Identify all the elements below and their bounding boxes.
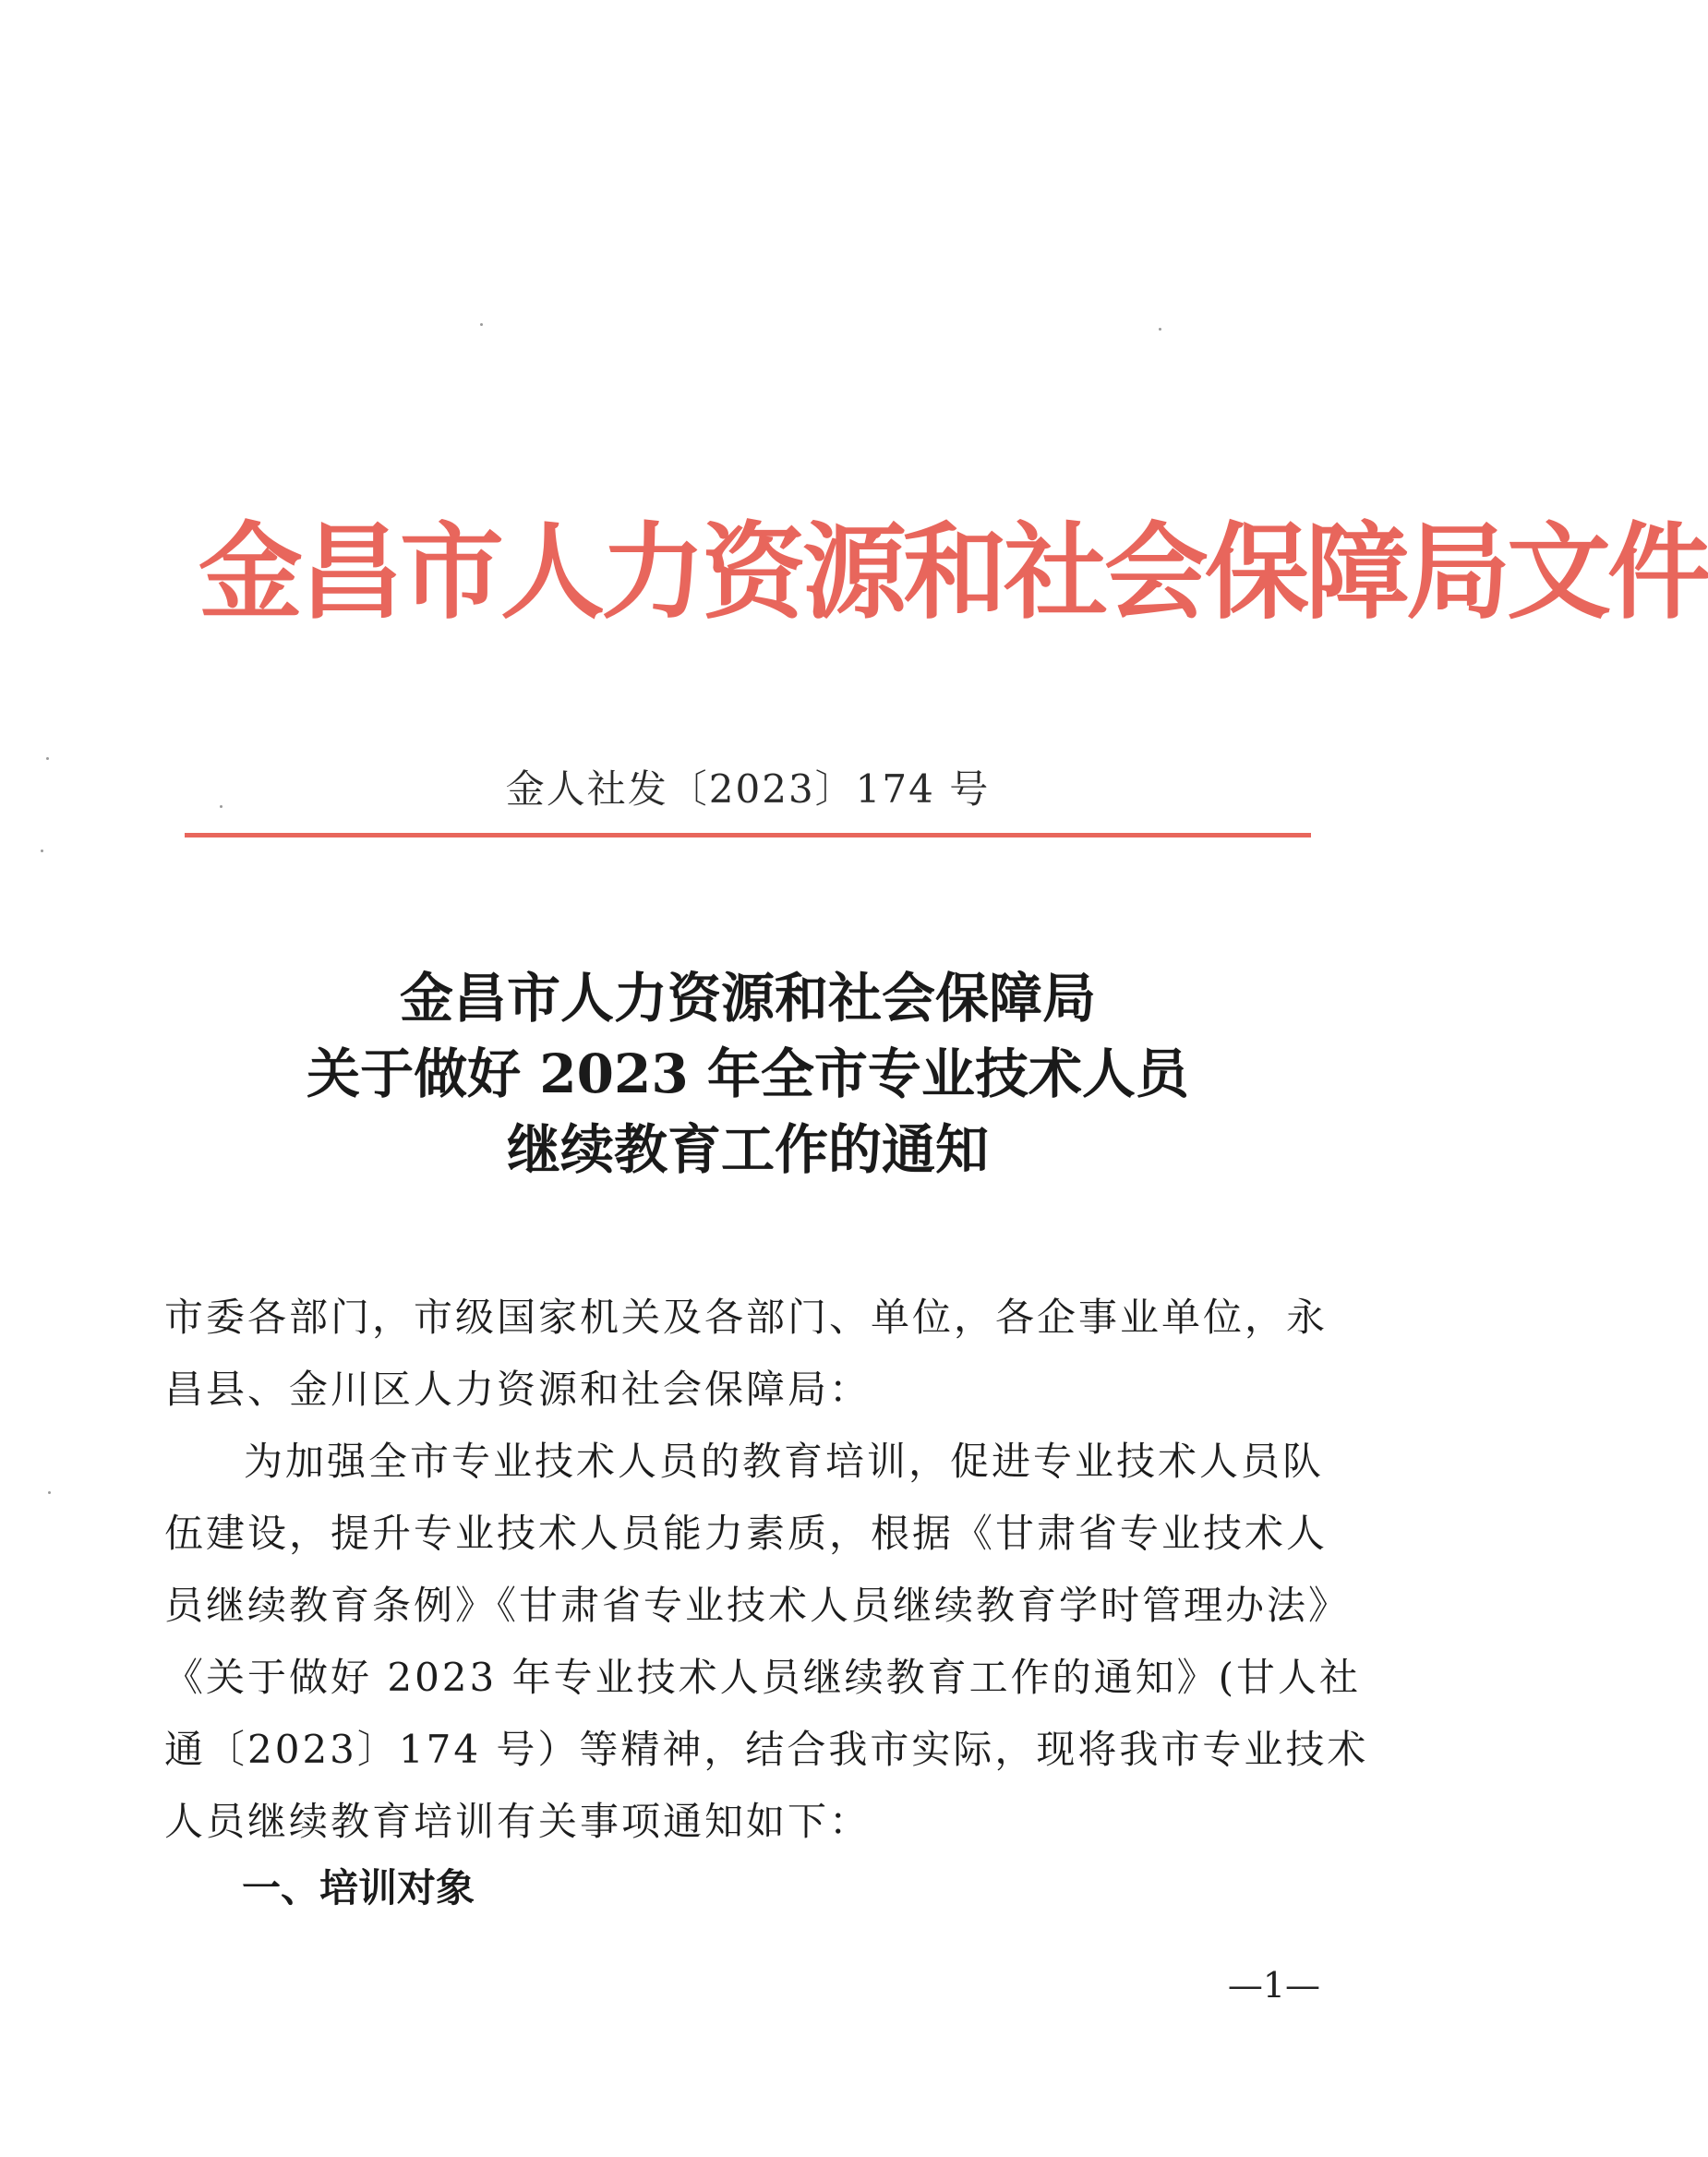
title-line: 关于做好 2023 年全市专业技术人员 <box>307 1042 1189 1105</box>
paragraph-line: 《关于做好 2023 年专业技术人员继续教育工作的通知》(甘人社 <box>164 1655 1361 1700</box>
paragraph-line: 为加强全市专业技术人员的教育培训，促进专业技术人员队 <box>244 1439 1325 1484</box>
scan-speck <box>41 850 43 852</box>
scan-speck <box>480 323 483 326</box>
scan-speck <box>1159 328 1161 331</box>
paragraph-line: 通〔2023〕174 号）等精神，结合我市实际，现将我市专业技术 <box>164 1727 1369 1772</box>
addressee-line: 昌县、金川区人力资源和社会保障局： <box>164 1367 872 1412</box>
section-heading: 一、培训对象 <box>242 1865 475 1910</box>
paragraph-line: 员继续教育条例》《甘肃省专业技术人员继续教育学时管理办法》 <box>164 1583 1351 1628</box>
scan-speck <box>220 805 223 808</box>
addressee-line: 市委各部门，市级国家机关及各部门、单位，各企事业单位，永 <box>164 1295 1329 1340</box>
notice-title <box>138 960 1357 1187</box>
title-line: 继续教育工作的通知 <box>506 1118 989 1181</box>
paragraph-line: 人员继续教育培训有关事项通知如下： <box>164 1799 872 1844</box>
paragraph-line: 伍建设，提升专业技术人员能力素质，根据《甘肃省专业技术人 <box>164 1511 1329 1556</box>
scan-speck <box>46 757 49 760</box>
notice-body <box>164 1282 1369 1858</box>
masthead-title: 金昌市人力资源和社会保障局文件 <box>198 511 1708 633</box>
page-number: —1— <box>1227 1965 1320 2006</box>
red-divider-line <box>185 833 1311 837</box>
scan-speck <box>48 1491 51 1494</box>
title-line: 金昌市人力资源和社会保障局 <box>399 967 1096 1030</box>
document-number: 金人社发〔2023〕174 号 <box>505 766 991 812</box>
